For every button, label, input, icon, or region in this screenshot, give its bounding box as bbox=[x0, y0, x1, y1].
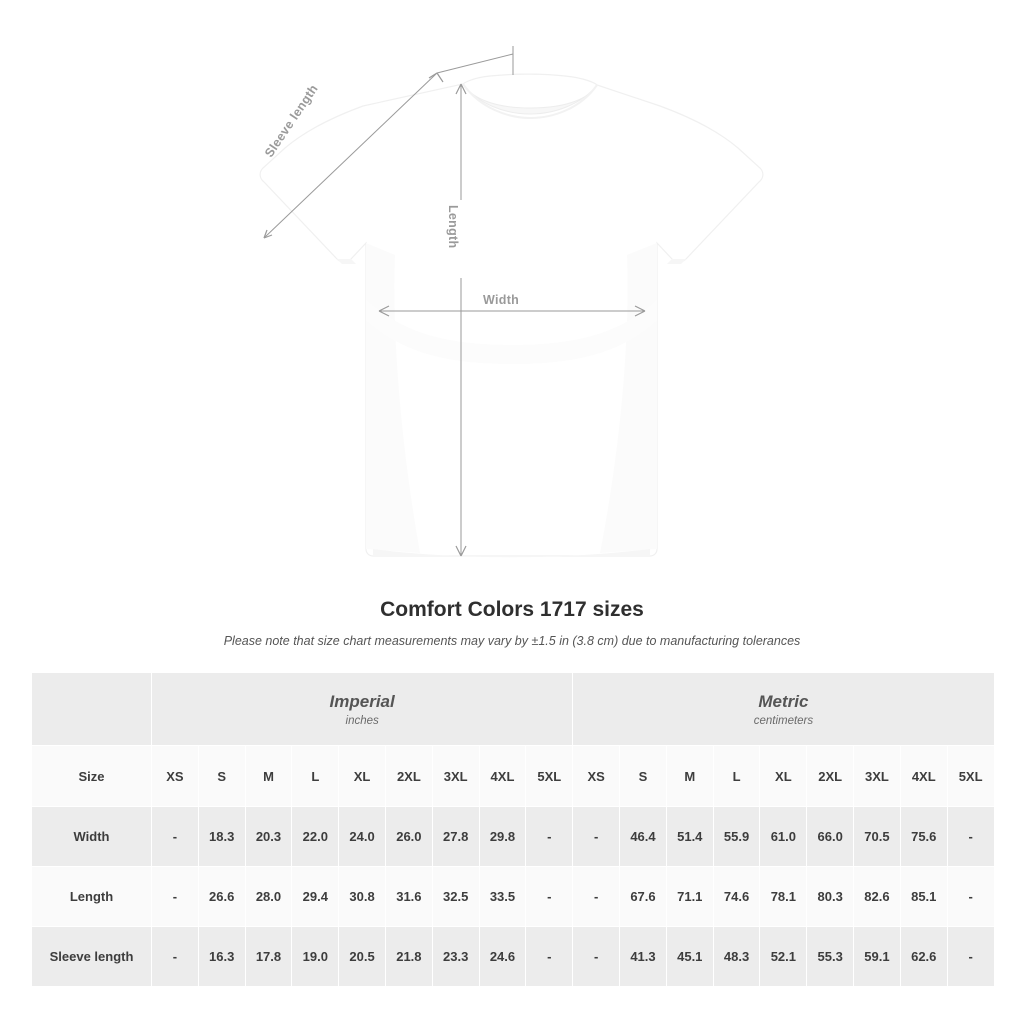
cell-sleeve-length-metric-4xl: 62.6 bbox=[900, 927, 947, 987]
unit-header-imperial bbox=[152, 673, 573, 746]
size-column-header-5xl-metric: 5XL bbox=[947, 746, 994, 807]
unit-name: Imperial bbox=[329, 692, 395, 712]
size-column-header-s-metric: S bbox=[620, 746, 667, 807]
title-block bbox=[0, 598, 1024, 648]
cell-sleeve-length-metric-l: 48.3 bbox=[713, 927, 760, 987]
size-column-header-s-imperial: S bbox=[198, 746, 245, 807]
page-title: Comfort Colors 1717 sizes bbox=[380, 598, 644, 621]
cell-sleeve-length-imperial-xl: 20.5 bbox=[339, 927, 386, 987]
length-label: Length bbox=[446, 205, 460, 249]
size-chart-table-wrapper bbox=[31, 672, 993, 987]
size-column-header-l-imperial: L bbox=[292, 746, 339, 807]
cell-length-metric-3xl: 82.6 bbox=[854, 867, 901, 927]
table-row bbox=[32, 807, 995, 867]
size-column-header-2xl-imperial: 2XL bbox=[385, 746, 432, 807]
unit-header-row bbox=[32, 673, 995, 746]
cell-width-metric-xs: - bbox=[573, 807, 620, 867]
cell-length-imperial-s: 26.6 bbox=[198, 867, 245, 927]
cell-width-imperial-s: 18.3 bbox=[198, 807, 245, 867]
row-label-length: Length bbox=[32, 867, 152, 927]
unit-header-metric bbox=[573, 673, 994, 746]
cell-sleeve-length-imperial-s: 16.3 bbox=[198, 927, 245, 987]
cell-width-metric-5xl: - bbox=[947, 807, 994, 867]
size-header-cell: Size bbox=[32, 746, 152, 807]
size-column-header-3xl-imperial: 3XL bbox=[432, 746, 479, 807]
size-column-header-2xl-metric: 2XL bbox=[807, 746, 854, 807]
size-column-header-m-imperial: M bbox=[245, 746, 292, 807]
size-column-header-xl-imperial: XL bbox=[339, 746, 386, 807]
cell-length-imperial-3xl: 32.5 bbox=[432, 867, 479, 927]
cell-width-metric-s: 46.4 bbox=[620, 807, 667, 867]
size-column-header-m-metric: M bbox=[666, 746, 713, 807]
cell-length-metric-5xl: - bbox=[947, 867, 994, 927]
cell-sleeve-length-metric-2xl: 55.3 bbox=[807, 927, 854, 987]
cell-width-metric-xl: 61.0 bbox=[760, 807, 807, 867]
cell-sleeve-length-imperial-4xl: 24.6 bbox=[479, 927, 526, 987]
cell-width-imperial-2xl: 26.0 bbox=[385, 807, 432, 867]
cell-sleeve-length-imperial-3xl: 23.3 bbox=[432, 927, 479, 987]
cell-length-metric-2xl: 80.3 bbox=[807, 867, 854, 927]
size-chart-table bbox=[31, 672, 995, 987]
cell-width-imperial-xl: 24.0 bbox=[339, 807, 386, 867]
cell-width-imperial-xs: - bbox=[152, 807, 199, 867]
cell-length-metric-4xl: 85.1 bbox=[900, 867, 947, 927]
cell-sleeve-length-imperial-l: 19.0 bbox=[292, 927, 339, 987]
cell-length-imperial-5xl: - bbox=[526, 867, 573, 927]
cell-width-imperial-5xl: - bbox=[526, 807, 573, 867]
size-column-header-xl-metric: XL bbox=[760, 746, 807, 807]
cell-width-metric-3xl: 70.5 bbox=[854, 807, 901, 867]
cell-length-metric-xl: 78.1 bbox=[760, 867, 807, 927]
tolerance-note: Please note that size chart measurements may vary by ±1.5 in (3.8 cm) due to manufacturing tolerances bbox=[223, 634, 801, 648]
cell-width-metric-4xl: 75.6 bbox=[900, 807, 947, 867]
cell-length-metric-l: 74.6 bbox=[713, 867, 760, 927]
cell-length-imperial-2xl: 31.6 bbox=[385, 867, 432, 927]
unit-row-corner bbox=[32, 673, 152, 746]
unit-subtitle: inches bbox=[345, 714, 379, 727]
cell-length-imperial-m: 28.0 bbox=[245, 867, 292, 927]
size-column-header-xs-imperial: XS bbox=[152, 746, 199, 807]
cell-sleeve-length-imperial-m: 17.8 bbox=[245, 927, 292, 987]
size-column-header-l-metric: L bbox=[713, 746, 760, 807]
cell-width-metric-m: 51.4 bbox=[666, 807, 713, 867]
sleeve-length-label: Sleeve length bbox=[262, 81, 321, 160]
cell-width-metric-l: 55.9 bbox=[713, 807, 760, 867]
cell-width-imperial-3xl: 27.8 bbox=[432, 807, 479, 867]
cell-width-metric-2xl: 66.0 bbox=[807, 807, 854, 867]
row-label-sleeve-length: Sleeve length bbox=[32, 927, 152, 987]
tshirt-shape bbox=[260, 74, 763, 557]
unit-name: Metric bbox=[758, 692, 809, 712]
cell-length-metric-m: 71.1 bbox=[666, 867, 713, 927]
cell-sleeve-length-imperial-2xl: 21.8 bbox=[385, 927, 432, 987]
cell-sleeve-length-imperial-xs: - bbox=[152, 927, 199, 987]
width-label: Width bbox=[483, 293, 520, 307]
cell-sleeve-length-metric-xl: 52.1 bbox=[760, 927, 807, 987]
cell-sleeve-length-imperial-5xl: - bbox=[526, 927, 573, 987]
unit-subtitle: centimeters bbox=[753, 714, 814, 727]
size-column-header-xs-metric: XS bbox=[573, 746, 620, 807]
table-row bbox=[32, 927, 995, 987]
size-column-header-4xl-imperial: 4XL bbox=[479, 746, 526, 807]
row-label-width: Width bbox=[32, 807, 152, 867]
cell-length-imperial-xs: - bbox=[152, 867, 199, 927]
size-column-header-4xl-metric: 4XL bbox=[900, 746, 947, 807]
cell-length-imperial-xl: 30.8 bbox=[339, 867, 386, 927]
cell-sleeve-length-metric-5xl: - bbox=[947, 927, 994, 987]
cell-width-imperial-m: 20.3 bbox=[245, 807, 292, 867]
size-column-header-3xl-metric: 3XL bbox=[854, 746, 901, 807]
cell-sleeve-length-metric-xs: - bbox=[573, 927, 620, 987]
cell-sleeve-length-metric-3xl: 59.1 bbox=[854, 927, 901, 987]
cell-length-metric-xs: - bbox=[573, 867, 620, 927]
cell-length-imperial-l: 29.4 bbox=[292, 867, 339, 927]
cell-width-imperial-l: 22.0 bbox=[292, 807, 339, 867]
table-row bbox=[32, 867, 995, 927]
cell-length-metric-s: 67.6 bbox=[620, 867, 667, 927]
cell-width-imperial-4xl: 29.8 bbox=[479, 807, 526, 867]
cell-length-imperial-4xl: 33.5 bbox=[479, 867, 526, 927]
cell-sleeve-length-metric-s: 41.3 bbox=[620, 927, 667, 987]
cell-sleeve-length-metric-m: 45.1 bbox=[666, 927, 713, 987]
size-header-row bbox=[32, 746, 995, 807]
size-column-header-5xl-imperial: 5XL bbox=[526, 746, 573, 807]
